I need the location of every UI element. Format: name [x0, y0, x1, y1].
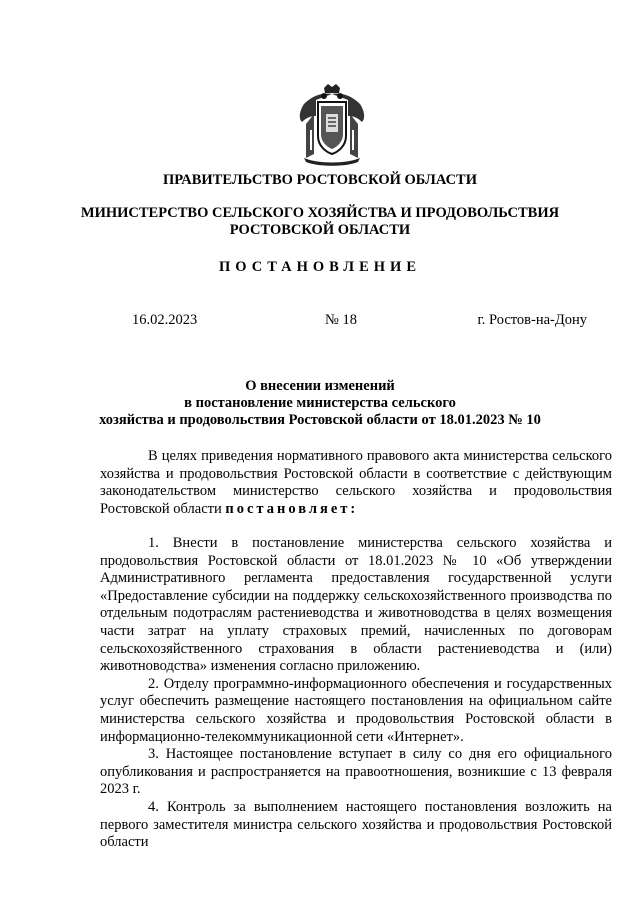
subject-line3: хозяйства и продовольствия Ростовской области от 18.01.2023 № 10 [99, 412, 541, 428]
document-subject [0, 378, 640, 429]
preamble-block [100, 448, 612, 518]
decree-item-1: 1. Внести в постановление министерства сельского хозяйства и продовольствия Ростовской области от 18.01.2023 № 10 «Об утверждении Административного регламента предоставления государственной услуги «Предоставление субсидии на поддержку сельскохозяйственного производства по отдельным подотраслям растениеводства и животноводства в целях возмещения части затрат на уплату страховых премий, начисленных по договорам сельскохозяйственного страхования в области растениеводства и (или) животноводства» изменения согласно приложению. [100, 535, 612, 675]
coat-of-arms-emblem [292, 84, 372, 166]
document-type: ПОСТАНОВЛЕНИЕ [218, 259, 421, 275]
subject-line2: в постановление министерства сельского [184, 395, 456, 411]
subject-line1: О внесении изменений [245, 378, 395, 394]
document-date: 16.02.2023 [132, 312, 198, 328]
preamble-paragraph [100, 448, 612, 518]
ministry-title [0, 205, 640, 239]
government-title: ПРАВИТЕЛЬСТВО РОСТОВСКОЙ ОБЛАСТИ [162, 172, 477, 188]
preamble-text: В целях приведения нормативного правового акта министерства сельского хозяйства и продовольствия Ростовской области в соответствие с действующим законодательством министерство сельского хозяйства и продовольствия Ростовской области [100, 448, 612, 517]
ministry-title-line2: РОСТОВСКОЙ ОБЛАСТИ [229, 222, 411, 238]
ministry-title-line1: МИНИСТЕРСТВО СЕЛЬСКОГО ХОЗЯЙСТВА И ПРОДОВОЛЬСТВИЯ [80, 205, 560, 221]
decree-item-4: 4. Контроль за выполнением настоящего постановления возложить на первого заместителя министра сельского хозяйства и продовольствия Ростовской области [100, 798, 612, 851]
decree-item-3: 3. Настоящее постановление вступает в силу со дня его официального опубликования и распространяется на правоотношения, возникшие с 13 февраля 2023 г. [100, 746, 612, 798]
decree-items [100, 535, 612, 852]
decree-item-2: 2. Отделу программно-информационного обеспечения и государственных услуг обеспечить размещение настоящего постановления на официальном сайте министерства сельского хозяйства и продовольствия Ростовской области в информационно-телекоммуникационной сети «Интернет». [100, 675, 612, 745]
decree-word: постановляет: [225, 500, 359, 517]
document-number: № 18 [325, 312, 357, 328]
document-city: г. Ростов-на-Дону [477, 312, 587, 328]
